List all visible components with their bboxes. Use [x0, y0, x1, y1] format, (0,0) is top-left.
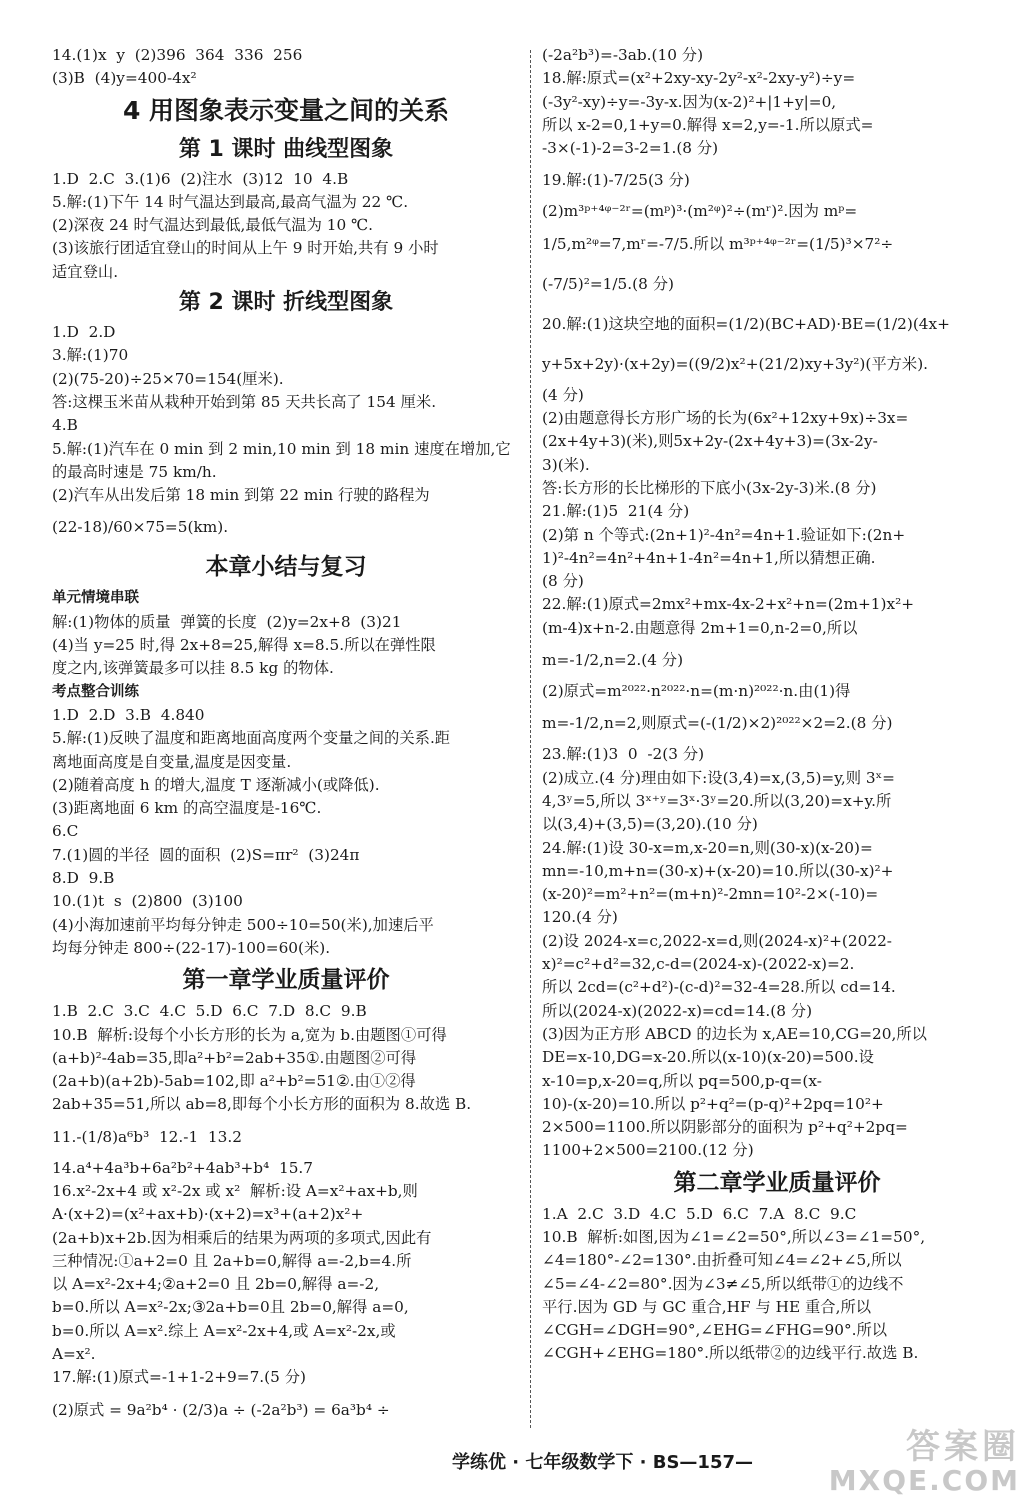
text-line: (a+b)²-4ab=35,即a²+b²=2ab+35①.由题图②可得: [52, 1048, 417, 1067]
text-line: 3.解:(1)70: [52, 346, 129, 365]
text-line: 20.解:(1)这块空地的面积=(1/2)(BC+AD)·BE=(1/2)(4x+: [542, 314, 950, 333]
text-line: 1.D 2.C 3.(1)6 (2)注水 (3)12 10 4.B: [52, 169, 349, 188]
text-line: 解:(1)物体的质量 弹簧的长度 (2)y=2x+8 (3)21: [52, 612, 402, 631]
text-line: 16.x²-2x+4 或 x²-2x 或 x² 解析:设 A=x²+ax+b,则: [52, 1181, 418, 1200]
text-line: b=0.所以 A=x².综上 A=x²-2x+4,或 A=x²-2x,或: [52, 1321, 396, 1340]
text-line: 均每分钟走 800÷(22-17)-100=60(米).: [52, 938, 331, 957]
text-line: 10.B 解析:设每个小长方形的长为 a,宽为 b.由题图①可得: [52, 1025, 447, 1044]
text-line: 以 A=x²-2x+4;②a+2=0 且 2b=0,解得 a=-2,: [52, 1275, 380, 1294]
text-line: (2)由题意得长方形广场的长为(6x²+12xy+9x)÷3x=: [542, 409, 909, 428]
text-line: 3)(米).: [542, 455, 590, 474]
text-line: ∠CGH+∠EHG=180°.所以纸带②的边线平行.故选 B.: [542, 1344, 919, 1363]
text-line: 所以(2024-x)(2022-x)=cd=14.(8 分): [542, 1001, 813, 1020]
text-line: 18.解:原式=(x²+2xy-xy-2y²-x²-2xy-y²)÷y=: [542, 69, 856, 88]
text-line: 10)-(x-20)=10.所以 p²+q²=(p-q)²+2pq=10²+: [542, 1094, 884, 1113]
text-line: 答:长方形的长比梯形的下底小(3x-2y-3)米.(8 分): [542, 478, 877, 497]
text-line: 适宜登山.: [52, 262, 119, 281]
text-line: 6.C: [52, 822, 79, 841]
text-line: (x-20)²=m²+n²=(m+n)²-2mn=10²-2×(-10)=: [542, 885, 879, 904]
text-line: (2x+4y+3)(米),则5x+2y-(2x+4y+3)=(3x-2y-: [542, 432, 878, 451]
text-line: m=-1/2,n=2,则原式=(-(1/2)×2)²⁰²²×2=2.(8 分): [542, 714, 893, 733]
text-line: 1.D 2.D: [52, 323, 116, 342]
text-line: 19.解:(1)-7/25(3 分): [542, 171, 690, 190]
text-line: (22-18)/60×75=5(km).: [52, 518, 229, 537]
watermark-text: 答案圈: [906, 1427, 1020, 1467]
left-column: [52, 44, 520, 1430]
watermark-url: MXQE.COM: [828, 1464, 1020, 1497]
text-line: 8.D 9.B: [52, 869, 115, 888]
text-line: -3×(-1)-2=3-2=1.(8 分): [542, 139, 719, 158]
text-line: 平行.因为 GD 与 GC 重合,HF 与 HE 重合,所以: [542, 1297, 872, 1316]
text-line: 5.解:(1)下午 14 时气温达到最高,最高气温为 22 ℃.: [52, 192, 409, 211]
text-line: (3)该旅行团适宜登山的时间从上午 9 时开始,共有 9 小时: [52, 239, 439, 258]
text-line: (8 分): [542, 572, 584, 591]
text-line: b=0.所以 A=x²-2x;③2a+b=0且 2b=0,解得 a=0,: [52, 1298, 409, 1317]
section-heading: 第 2 课时 折线型图象: [178, 290, 394, 316]
text-line: 1/5,m²ᵠ=7,mʳ=-7/5.所以 m³ᵖ⁺⁴ᵠ⁻²ʳ=(1/5)³×7²÷: [542, 234, 894, 253]
text-line: ∠5=∠4-∠2=80°.因为∠3≠∠5,所以纸带①的边线不: [542, 1274, 904, 1293]
text-line: 23.解:(1)3 0 -2(3 分): [542, 745, 705, 764]
right-column: [542, 44, 1012, 1366]
text-line: (-7/5)²=1/5.(8 分): [542, 274, 674, 293]
text-line: 10.(1)t s (2)800 (3)100: [52, 892, 243, 911]
text-line: y+5x+2y)·(x+2y)=((9/2)x²+(21/2)xy+3y²)(平方米).: [542, 354, 929, 373]
text-line: (4)小海加速前平均每分钟走 500÷10=50(米),加速后平: [52, 915, 434, 934]
text-line: (2)设 2024-x=c,2022-x=d,则(2024-x)²+(2022-: [542, 931, 892, 950]
text-line: (2)m³ᵖ⁺⁴ᵠ⁻²ʳ=(mᵖ)³·(m²ᵠ)²÷(mʳ)².因为 mᵖ=: [542, 202, 858, 221]
text-line: 1.A 2.C 3.D 4.C 5.D 6.C 7.A 8.C 9.C: [542, 1204, 857, 1223]
text-line: 24.解:(1)设 30-x=m,x-20=n,则(30-x)(x-20)=: [542, 838, 873, 857]
text-line: 4,3ʸ=5,所以 3ˣ⁺ʸ=3ˣ·3ʸ=20.所以(3,20)=x+y.所: [542, 791, 892, 810]
section-heading: 本章小结与复习: [205, 554, 367, 581]
text-line: m=-1/2,n=2.(4 分): [542, 651, 684, 670]
text-line: 度之内,该弹簧最多可以挂 8.5 kg 的物体.: [52, 659, 334, 678]
text-line: 10.B 解析:如图,因为∠1=∠2=50°,所以∠3=∠1=50°,: [542, 1227, 926, 1246]
text-line: (2)原式 = 9a²b⁴ · (2/3)a ÷ (-2a²b³) = 6a³b⁴ ÷: [52, 1400, 390, 1419]
text-line: 2ab+35=51,所以 ab=8,即每个小长方形的面积为 8.故选 B.: [52, 1095, 472, 1114]
text-line: 离地面高度是自变量,温度是因变量.: [52, 752, 292, 771]
text-line: A=x².: [52, 1345, 96, 1364]
text-line: (4 分): [542, 385, 584, 404]
text-line: 1.D 2.D 3.B 4.840: [52, 705, 205, 724]
text-line: DE=x-10,DG=x-20.所以(x-10)(x-20)=500.设: [542, 1048, 874, 1067]
text-line: (-2a²b³)=-3ab.(10 分): [542, 46, 704, 64]
text-line: 14.(1)x y (2)396 364 336 256: [52, 46, 303, 64]
text-line: 1.B 2.C 3.C 4.C 5.D 6.C 7.D 8.C 9.B: [52, 1002, 367, 1021]
section-heading: 4 用图象表示变量之间的关系: [122, 95, 450, 125]
text-line: ∠CGH=∠DGH=90°,∠EHG=∠FHG=90°.所以: [542, 1321, 888, 1340]
text-line: 21.解:(1)5 21(4 分): [542, 502, 690, 521]
section-heading: 第二章学业质量评价: [673, 1169, 881, 1196]
section-heading: 第一章学业质量评价: [182, 967, 390, 994]
text-line: 5.解:(1)反映了温度和距离地面高度两个变量之间的关系.距: [52, 729, 451, 748]
section-heading: 第 1 课时 曲线型图象: [178, 136, 394, 162]
page-footer: 学练优 · 七年级数学下 · BS—157—: [452, 1452, 753, 1473]
text-line: 所以 2cd=(c²+d²)-(c-d)²=32-4=28.所以 cd=14.: [542, 978, 896, 997]
text-line: 1)²-4n²=4n²+4n+1-4n²=4n+1,所以猜想正确.: [542, 548, 876, 567]
text-line: 2×500=1100.所以阴影部分的面积为 p²+q²+2pq=: [542, 1118, 908, 1137]
text-line: 4.B: [52, 416, 78, 435]
text-line: x-10=p,x-20=q,所以 pq=500,p-q=(x-: [542, 1071, 822, 1090]
text-line: (2)深夜 24 时气温达到最低,最低气温为 10 ℃.: [52, 216, 374, 235]
subsection-heading: 考点整合训练: [52, 683, 139, 700]
text-line: 三种情况:①a+2=0 且 2a+b=0,解得 a=-2,b=4.所: [52, 1251, 412, 1270]
text-line: 5.解:(1)汽车在 0 min 到 2 min,10 min 到 18 min 速度在增加,它: [52, 439, 511, 458]
text-line: (2a+b)(a+2b)-5ab=102,即 a²+b²=51②.由①②得: [52, 1072, 416, 1091]
text-line: ∠4=180°-∠2=130°.由折叠可知∠4=∠2+∠5,所以: [542, 1251, 902, 1270]
text-line: A·(x+2)=(x²+ax+b)·(x+2)=x³+(a+2)x²+: [52, 1205, 364, 1224]
text-line: (2a+b)x+2b.因为相乘后的结果为两项的多项式,因此有: [52, 1228, 432, 1247]
column-divider: [530, 50, 531, 1428]
text-line: 14.a⁴+4a³b+6a²b²+4ab³+b⁴ 15.7: [52, 1158, 314, 1177]
text-line: 以(3,4)+(3,5)=(3,20).(10 分): [542, 815, 758, 834]
text-line: x)²=c²+d²=32,c-d=(2024-x)-(2022-x)=2.: [542, 955, 855, 974]
subsection-heading: 单元情境串联: [52, 590, 139, 607]
text-line: 所以 x-2=0,1+y=0.解得 x=2,y=-1.所以原式=: [542, 115, 874, 134]
text-line: (3)B (4)y=400-4x²: [52, 69, 197, 88]
text-line: (2)成立.(4 分)理由如下:设(3,4)=x,(3,5)=y,则 3ˣ=: [542, 768, 895, 787]
text-line: (m-4)x+n-2.由题意得 2m+1=0,n-2=0,所以: [542, 618, 858, 637]
text-line: (2)汽车从出发后第 18 min 到第 22 min 行驶的路程为: [52, 486, 430, 505]
text-line: 11.-(1/8)a⁶b³ 12.-1 13.2: [52, 1127, 242, 1146]
text-line: (2)第 n 个等式:(2n+1)²-4n²=4n+1.验证如下:(2n+: [542, 525, 906, 544]
text-line: (3)因为正方形 ABCD 的边长为 x,AE=10,CG=20,所以: [542, 1024, 927, 1043]
text-line: (4)当 y=25 时,得 2x+8=25,解得 x=8.5.所以在弹性限: [52, 636, 436, 655]
text-line: (-3y²-xy)÷y=-3y-x.因为(x-2)²+|1+y|=0,: [542, 92, 837, 111]
watermark-logo: [820, 1420, 1020, 1496]
text-line: 120.(4 分): [542, 908, 618, 927]
text-line: (3)距离地面 6 km 的高空温度是-16℃.: [52, 799, 322, 818]
text-line: (2)随着高度 h 的增大,温度 T 逐渐减小(或降低).: [52, 775, 380, 794]
text-line: 22.解:(1)原式=2mx²+mx-4x-2+x²+n=(2m+1)x²+: [542, 595, 915, 614]
text-line: mn=-10,m+n=(30-x)+(x-20)=10.所以(30-x)²+: [542, 861, 894, 880]
text-line: 的最高时速是 75 km/h.: [52, 462, 217, 481]
text-line: (2)原式=m²⁰²²·n²⁰²²·n=(m·n)²⁰²²·n.由(1)得: [542, 682, 851, 701]
text-line: (2)(75-20)÷25×70=154(厘米).: [52, 369, 284, 388]
text-line: 1100+2×500=2100.(12 分): [542, 1141, 754, 1160]
text-line: 答:这棵玉米苗从栽种开始到第 85 天共长高了 154 厘米.: [52, 392, 437, 411]
text-line: 17.解:(1)原式=-1+1-2+9=7.(5 分): [52, 1368, 306, 1387]
text-line: 7.(1)圆的半径 圆的面积 (2)S=πr² (3)24π: [52, 845, 360, 864]
